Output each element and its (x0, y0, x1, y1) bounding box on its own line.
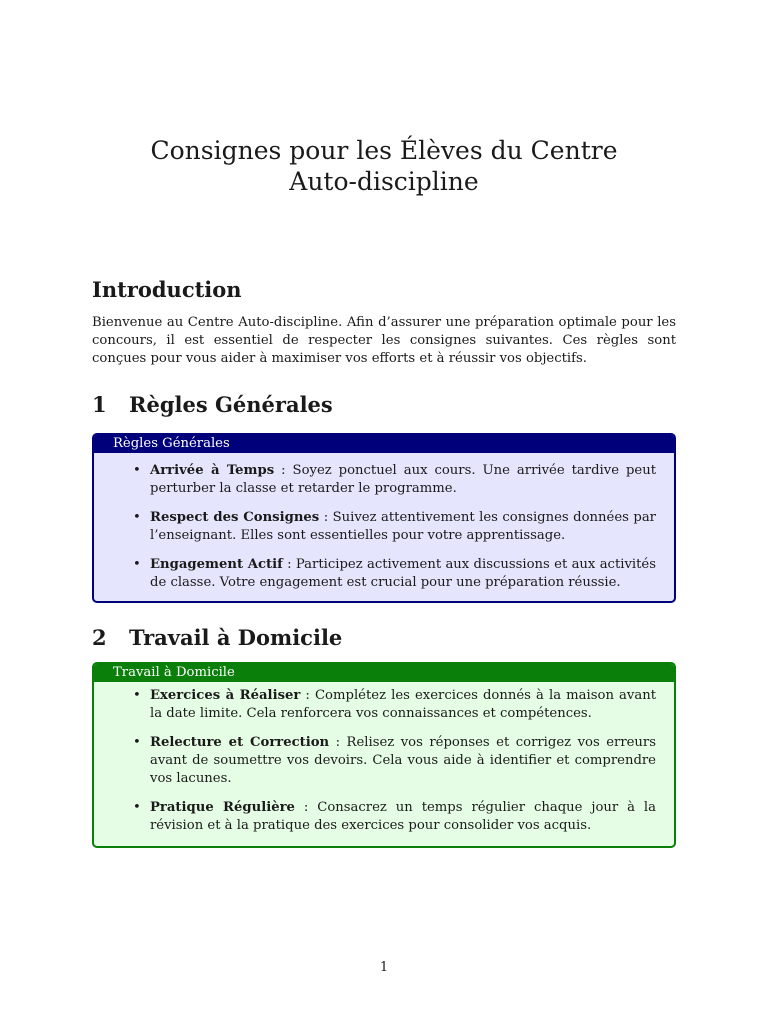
item-text: : Suivez attentivement les consignes données par l’enseignant. Elles sont essentielles pour votre apprentissage. (150, 510, 656, 543)
item-text: : Consacrez un temps régulier chaque jour à la révision et à la pratique des exercices pour consolider vos acquis. (150, 800, 656, 833)
bullet-icon: • (133, 557, 141, 572)
title-line-1: Consignes pour les Élèves du Centre (150, 136, 618, 165)
bullet-icon: • (133, 688, 141, 703)
section-heading-travail-a-domicile (92, 625, 342, 650)
section-title: Travail à Domicile (129, 625, 343, 650)
item-term: Exercices à Réaliser (150, 688, 301, 703)
section-title: Règles Générales (129, 392, 333, 417)
item-term: Engagement Actif (150, 557, 283, 572)
section-heading-regles-generales (92, 392, 333, 417)
list-item (94, 462, 674, 498)
box-header: Règles Générales (94, 435, 674, 453)
intro-paragraph: Bienvenue au Centre Auto-discipline. Afin d’assurer une préparation optimale pour les concours, il est essentiel de respecter les consignes suivantes. Ces règles sont conçues pour vous aider à maximiser vos efforts et à réussir vos objectifs. (92, 315, 676, 366)
page-number: 1 (379, 960, 389, 975)
homework-list (94, 682, 674, 835)
section-number: 1 (92, 392, 107, 417)
box-header: Travail à Domicile (94, 664, 674, 682)
intro-heading: Introduction (92, 277, 242, 302)
item-text: : Participez activement aux discussions et aux activités de classe. Votre engagement est crucial pour une préparation réussie. (150, 557, 656, 590)
bullet-icon: • (133, 463, 141, 478)
item-text: : Soyez ponctuel aux cours. Une arrivée tardive peut perturber la classe et retarder le programme. (150, 463, 656, 496)
item-term: Arrivée à Temps (150, 463, 275, 478)
travail-a-domicile-box (92, 662, 676, 848)
bullet-icon: • (133, 800, 141, 815)
item-term: Pratique Régulière (150, 800, 295, 815)
bullet-icon: • (133, 510, 141, 525)
item-term: Relecture et Correction (150, 735, 330, 750)
list-item (94, 509, 674, 545)
bullet-icon: • (133, 735, 141, 750)
section-number: 2 (92, 625, 107, 650)
list-item (94, 687, 674, 723)
list-item (94, 734, 674, 788)
item-text: : Complétez les exercices donnés à la maison avant la date limite. Cela renforcera vos connaissances et compétences. (150, 688, 656, 721)
title-line-2: Auto-discipline (289, 167, 479, 196)
rules-list (94, 453, 674, 592)
list-item (94, 799, 674, 835)
regles-generales-box (92, 433, 676, 603)
document-title (92, 135, 676, 197)
list-item (94, 556, 674, 592)
item-term: Respect des Consignes (150, 510, 320, 525)
item-text: : Relisez vos réponses et corrigez vos erreurs avant de soumettre vos devoirs. Cela vous aide à identifier et comprendre vos lacunes. (150, 735, 656, 786)
